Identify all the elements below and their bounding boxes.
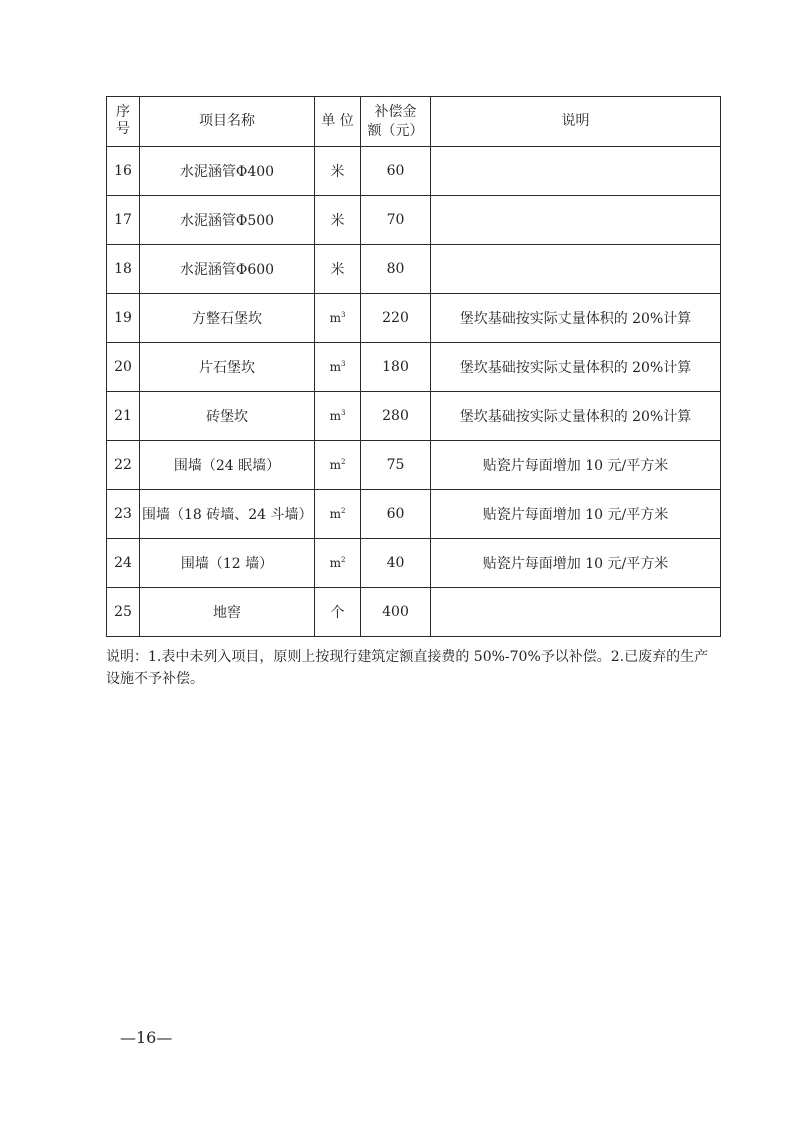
row-amount: 80 bbox=[361, 245, 431, 294]
row-unit-text: 个 bbox=[330, 605, 345, 621]
row-name: 水泥涵管Φ500 bbox=[140, 196, 315, 245]
table-row bbox=[107, 343, 721, 392]
row-unit-text: m bbox=[329, 409, 341, 423]
row-unit-exponent: 2 bbox=[340, 556, 346, 564]
page-number: —16— bbox=[120, 1028, 173, 1047]
row-unit bbox=[315, 588, 361, 637]
row-unit-text: 米 bbox=[330, 262, 345, 278]
header-seq: 序号 bbox=[107, 97, 140, 147]
table-row bbox=[107, 147, 721, 196]
table-row bbox=[107, 539, 721, 588]
row-unit bbox=[315, 343, 361, 392]
table-body bbox=[107, 147, 721, 637]
row-desc: 贴瓷片每面增加 10 元/平方米 bbox=[431, 441, 721, 490]
row-seq: 25 bbox=[107, 588, 140, 637]
header-unit: 单 位 bbox=[315, 97, 361, 147]
row-name: 围墙（18 砖墙、24 斗墙） bbox=[140, 490, 315, 539]
row-amount: 70 bbox=[361, 196, 431, 245]
row-seq: 19 bbox=[107, 294, 140, 343]
row-unit bbox=[315, 147, 361, 196]
row-amount: 60 bbox=[361, 490, 431, 539]
row-seq: 17 bbox=[107, 196, 140, 245]
row-amount: 220 bbox=[361, 294, 431, 343]
row-seq: 22 bbox=[107, 441, 140, 490]
row-name: 围墙（24 眠墙） bbox=[140, 441, 315, 490]
row-seq: 16 bbox=[107, 147, 140, 196]
row-unit bbox=[315, 490, 361, 539]
row-unit bbox=[315, 441, 361, 490]
row-unit-exponent: 3 bbox=[340, 409, 346, 417]
row-name: 水泥涵管Φ600 bbox=[140, 245, 315, 294]
footnote: 说明：1.表中未列入项目，原则上按现行建筑定额直接费的 50%-70%予以补偿。2.已废弃的生产设施不予补偿。 bbox=[106, 649, 709, 687]
row-unit-text: m bbox=[329, 556, 341, 570]
row-amount: 280 bbox=[361, 392, 431, 441]
row-unit bbox=[315, 245, 361, 294]
row-seq: 18 bbox=[107, 245, 140, 294]
row-unit-text: m bbox=[329, 311, 341, 325]
compensation-table bbox=[106, 96, 721, 637]
table-row bbox=[107, 392, 721, 441]
row-name: 片石堡坎 bbox=[140, 343, 315, 392]
row-desc bbox=[431, 196, 721, 245]
row-name: 地窖 bbox=[140, 588, 315, 637]
row-amount: 40 bbox=[361, 539, 431, 588]
row-unit bbox=[315, 294, 361, 343]
row-seq: 20 bbox=[107, 343, 140, 392]
row-unit bbox=[315, 196, 361, 245]
row-name: 围墙（12 墙） bbox=[140, 539, 315, 588]
row-desc bbox=[431, 147, 721, 196]
row-seq: 24 bbox=[107, 539, 140, 588]
table-row bbox=[107, 490, 721, 539]
row-unit-exponent: 2 bbox=[340, 458, 346, 466]
row-desc: 堡坎基础按实际丈量体积的 20%计算 bbox=[431, 392, 721, 441]
row-unit-exponent: 3 bbox=[340, 360, 346, 368]
row-desc: 贴瓷片每面增加 10 元/平方米 bbox=[431, 539, 721, 588]
row-desc: 堡坎基础按实际丈量体积的 20%计算 bbox=[431, 343, 721, 392]
row-desc: 贴瓷片每面增加 10 元/平方米 bbox=[431, 490, 721, 539]
row-unit-text: m bbox=[329, 458, 341, 472]
row-desc bbox=[431, 245, 721, 294]
row-desc bbox=[431, 588, 721, 637]
row-name: 方整石堡坎 bbox=[140, 294, 315, 343]
table-header-row bbox=[107, 97, 721, 147]
row-unit-text: 米 bbox=[330, 164, 345, 180]
header-amount-line1: 补偿金 bbox=[374, 104, 417, 121]
row-unit-exponent: 3 bbox=[340, 311, 346, 319]
row-amount: 60 bbox=[361, 147, 431, 196]
row-unit-text: m bbox=[329, 360, 341, 374]
table-row bbox=[107, 294, 721, 343]
header-amount-line2: 额（元） bbox=[367, 122, 424, 139]
row-unit bbox=[315, 392, 361, 441]
row-desc: 堡坎基础按实际丈量体积的 20%计算 bbox=[431, 294, 721, 343]
header-amount bbox=[361, 97, 431, 147]
row-unit bbox=[315, 539, 361, 588]
table-row bbox=[107, 196, 721, 245]
row-seq: 21 bbox=[107, 392, 140, 441]
row-unit-text: 米 bbox=[330, 213, 345, 229]
row-amount: 180 bbox=[361, 343, 431, 392]
row-amount: 75 bbox=[361, 441, 431, 490]
table-row bbox=[107, 441, 721, 490]
row-unit-exponent: 2 bbox=[340, 507, 346, 515]
row-amount: 400 bbox=[361, 588, 431, 637]
row-name: 砖堡坎 bbox=[140, 392, 315, 441]
table-row bbox=[107, 588, 721, 637]
row-name: 水泥涵管Φ400 bbox=[140, 147, 315, 196]
header-desc: 说明 bbox=[431, 97, 721, 147]
row-seq: 23 bbox=[107, 490, 140, 539]
row-unit-text: m bbox=[329, 507, 341, 521]
table-row bbox=[107, 245, 721, 294]
header-name: 项目名称 bbox=[140, 97, 315, 147]
